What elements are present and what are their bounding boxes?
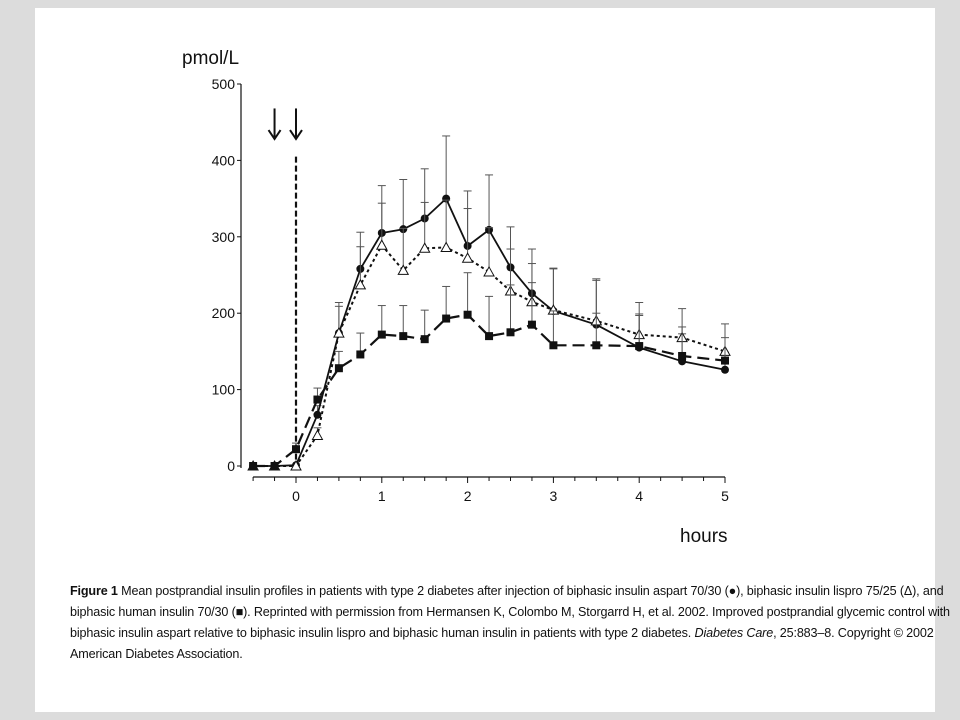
figure-caption bbox=[70, 581, 960, 665]
data-point-triangle bbox=[312, 430, 322, 439]
x-tick-label: 4 bbox=[635, 488, 644, 504]
y-tick-label: 400 bbox=[211, 152, 235, 169]
data-point-square bbox=[485, 332, 493, 340]
x-tick-label: 3 bbox=[549, 488, 558, 504]
data-point-square bbox=[271, 462, 279, 470]
caption-figure-label: Figure 1 bbox=[70, 584, 118, 598]
data-point-square bbox=[421, 335, 429, 343]
data-point-square bbox=[721, 357, 729, 365]
data-point-square bbox=[335, 364, 343, 372]
data-point-square bbox=[592, 341, 600, 349]
data-point-square bbox=[678, 352, 686, 360]
data-point-square bbox=[292, 445, 300, 453]
series-3 bbox=[249, 273, 729, 470]
caption-citation: , 25:883–8. Copyright © 2002 American Diabetes Association. bbox=[70, 626, 934, 661]
y-tick-label: 300 bbox=[211, 228, 235, 245]
axes bbox=[212, 76, 729, 504]
y-tick-label: 200 bbox=[211, 305, 235, 322]
data-point-square bbox=[464, 311, 472, 319]
data-point-triangle bbox=[463, 253, 473, 262]
x-tick-label: 0 bbox=[292, 488, 300, 504]
data-point-square bbox=[356, 350, 364, 358]
insulin-profile-chart bbox=[35, 8, 935, 568]
x-axis-label: hours bbox=[680, 526, 728, 547]
data-point-square bbox=[378, 331, 386, 339]
x-tick-label: 1 bbox=[377, 488, 386, 504]
data-point-square bbox=[313, 396, 321, 404]
data-point-square bbox=[399, 332, 407, 340]
data-point-square bbox=[635, 342, 643, 350]
series-line bbox=[253, 245, 725, 466]
y-tick-label: 500 bbox=[211, 76, 235, 92]
injection-arrow-icon bbox=[269, 108, 281, 139]
data-point-triangle bbox=[377, 240, 387, 249]
data-point-square bbox=[442, 315, 450, 323]
data-point-square bbox=[528, 321, 536, 329]
y-axis-unit-label: pmol/L bbox=[182, 48, 240, 69]
caption-text: Mean postprandial insulin profiles in patients with type 2 diabetes after injection of biphasic insulin aspart 70/30 (●), biphasic insulin lispro 75/25 (Δ), and biphasic human insulin 70/30 (■). Reprinted with permission from Hermansen K, Colombo M, Storgarrd H, et al. 2002. Improved postprandial glycemic control with biphasic insulin aspart relative to biphasic insulin lispro and biphasic human insulin in patients with type 2 diabetes. bbox=[70, 584, 950, 640]
x-tick-label: 5 bbox=[721, 488, 729, 504]
x-tick-label: 2 bbox=[463, 488, 472, 504]
data-marks bbox=[248, 136, 730, 470]
y-tick-label: 0 bbox=[227, 458, 235, 474]
injection-arrow-icon bbox=[290, 108, 302, 139]
y-tick-label: 100 bbox=[211, 381, 235, 398]
data-point-triangle bbox=[441, 242, 451, 251]
data-point-circle bbox=[721, 366, 729, 374]
data-point-square bbox=[249, 462, 257, 470]
data-point-square bbox=[507, 328, 515, 336]
slide-page bbox=[35, 8, 950, 712]
data-point-square bbox=[549, 341, 557, 349]
caption-journal: Diabetes Care bbox=[694, 626, 774, 640]
data-point-triangle bbox=[484, 267, 494, 276]
